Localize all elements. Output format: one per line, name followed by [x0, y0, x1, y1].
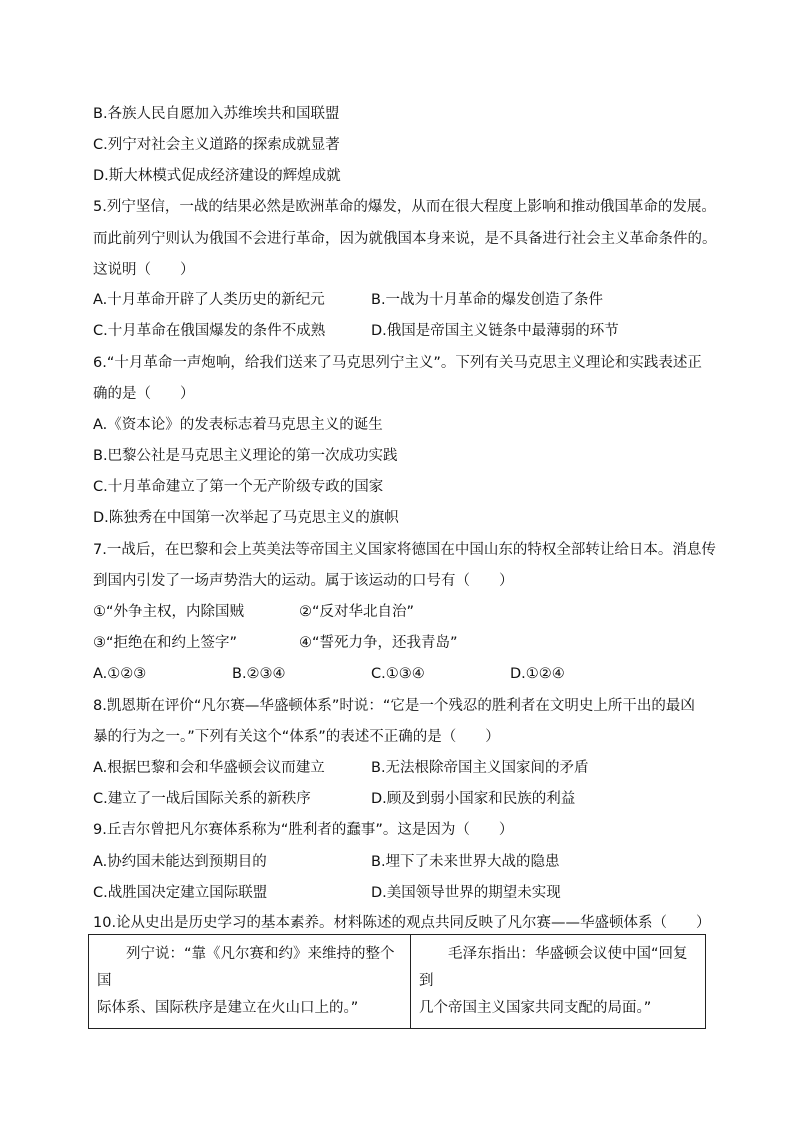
material-mao-line-1: 毛泽东指出：华盛顿会议使中国“回复到	[419, 946, 688, 989]
q9-option-d: D.美国领导世界的期望未实现	[371, 885, 561, 901]
q5-option-d: D.俄国是帝国主义链条中最薄弱的环节	[371, 323, 619, 339]
q7-slogan-2: ②“反对华北自治”	[299, 604, 415, 620]
q8-option-b: B.无法根除帝国主义国家间的矛盾	[371, 760, 589, 776]
q8-option-d: D.顾及到弱小国家和民族的利益	[371, 791, 576, 807]
q10-material-table	[88, 934, 706, 1029]
q7-stem-line-1: 7.一战后，在巴黎和会上英美法等帝国主义国家将德国在中国山东的特权全部转让给日本。消息传	[93, 542, 716, 558]
q7-slogan-3: ③“拒绝在和约上签字”	[93, 635, 238, 651]
material-lenin-line-2: 际体系、国际秩序是建立在火山口上的。”	[97, 1000, 359, 1016]
q6-option-c: C.十月革命建立了第一个无产阶级专政的国家	[93, 479, 384, 495]
q8-option-a: A.根据巴黎和会和华盛顿会议而建立	[93, 760, 325, 776]
q5-stem-line-1: 5.列宁坚信，一战的结果必然是欧洲革命的爆发，从而在很大程度上影响和推动俄国革命的发展。	[93, 199, 716, 215]
material-lenin-line-1: 列宁说：“靠《凡尔赛和约》来维持的整个国	[97, 946, 395, 989]
q9-option-c: C.战胜国决定建立国际联盟	[93, 885, 268, 901]
q7-option-c: C.①③④	[371, 666, 425, 682]
q6-option-a: A.《资本论》的发表标志着马克思主义的诞生	[93, 417, 383, 433]
q9-stem: 9.丘吉尔曾把凡尔赛体系称为“胜利者的蠢事”。这是因为（ ）	[93, 822, 514, 838]
q5-option-c: C.十月革命在俄国爆发的条件不成熟	[93, 323, 326, 339]
q6-option-b: B.巴黎公社是马克思主义理论的第一次成功实践	[93, 448, 398, 464]
q9-option-b: B.埋下了未来世界大战的隐患	[371, 854, 560, 870]
q4-option-c: C.列宁对社会主义道路的探索成就显著	[93, 137, 340, 153]
q7-slogan-4: ④“誓死力争，还我青岛”	[299, 635, 458, 651]
q7-option-d: D.①②④	[510, 666, 565, 682]
q5-stem-line-3: 这说明（ ）	[93, 262, 195, 278]
q7-option-a: A.①②③	[93, 666, 147, 682]
q8-stem-line-1: 8.凯恩斯在评价“凡尔赛—华盛顿体系”时说：“它是一个残忍的胜利者在文明史上所干出的最凶	[93, 698, 695, 714]
material-mao-line-2: 几个帝国主义国家共同支配的局面。”	[419, 1000, 652, 1016]
material-lenin-cell	[89, 935, 411, 1029]
q5-stem-line-2: 而此前列宁则认为俄国不会进行革命，因为就俄国本身来说，是不具备进行社会主义革命条件的。	[93, 231, 717, 247]
material-mao-cell	[411, 935, 706, 1029]
q7-option-b: B.②③④	[232, 666, 286, 682]
q6-option-d: D.陈独秀在中国第一次举起了马克思主义的旗帜	[93, 510, 399, 526]
q4-option-d: D.斯大林模式促成经济建设的辉煌成就	[93, 168, 341, 184]
q6-stem-line-2: 确的是（ ）	[93, 386, 195, 402]
q5-option-a: A.十月革命开辟了人类历史的新纪元	[93, 292, 325, 308]
q8-stem-line-2: 暴的行为之一。”下列有关这个“体系”的表述不正确的是（ ）	[93, 729, 500, 745]
q9-option-a: A.协约国未能达到预期目的	[93, 854, 267, 870]
table-row	[89, 935, 706, 1029]
q4-option-b: B.各族人民自愿加入苏维埃共和国联盟	[93, 106, 340, 122]
q7-slogan-1: ①“外争主权，内除国贼	[93, 604, 245, 620]
q7-stem-line-2: 到国内引发了一场声势浩大的运动。属于该运动的口号有（ ）	[93, 573, 514, 589]
q6-stem-line-1: 6.“十月革命一声炮响，给我们送来了马克思列宁主义”。下列有关马克思主义理论和实践表述正	[93, 355, 702, 371]
q5-option-b: B.一战为十月革命的爆发创造了条件	[371, 292, 604, 308]
q10-stem: 10.论从史出是历史学习的基本素养。材料陈述的观点共同反映了凡尔赛——华盛顿体系（ ）	[93, 915, 711, 931]
q8-option-c: C.建立了一战后国际关系的新秩序	[93, 791, 311, 807]
